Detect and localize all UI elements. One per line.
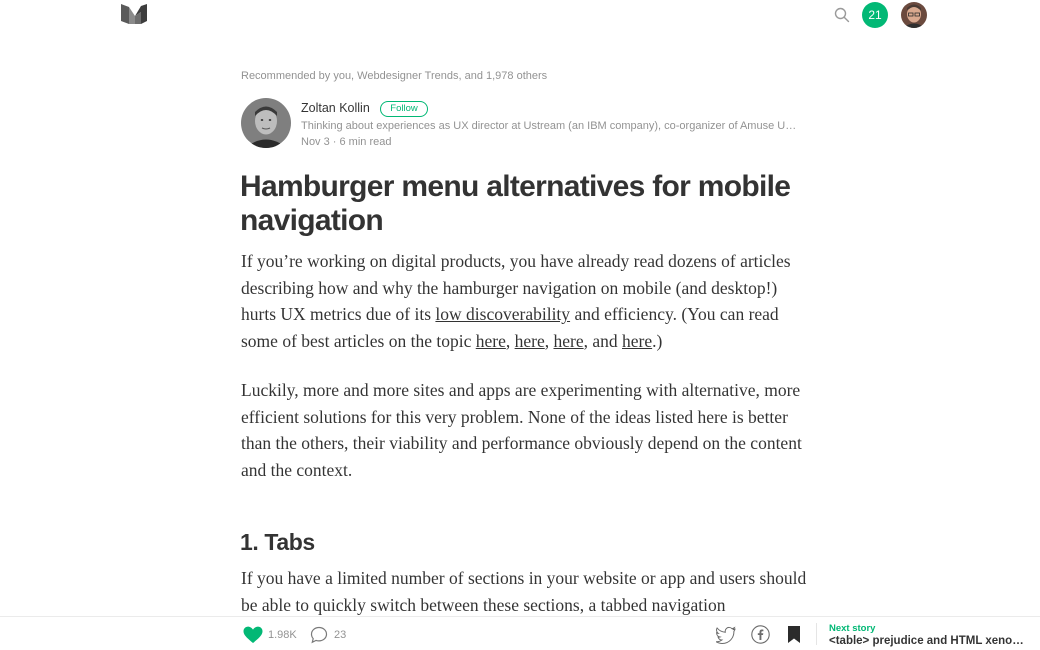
paragraph-text: If you’re working on digital products, you have already read dozens of articles describing how and why the hamburger navigation on mobile (and desktop!) hurts UX metrics due of its bbox=[241, 251, 791, 325]
follow-button[interactable]: Follow bbox=[380, 101, 428, 117]
paragraph-text: .) bbox=[652, 331, 663, 352]
top-bar bbox=[0, 0, 1040, 30]
post-action-bar bbox=[0, 616, 1040, 650]
author-avatar[interactable] bbox=[241, 98, 291, 148]
paragraph-text: , and bbox=[583, 331, 623, 352]
article-title: Hamburger menu alternatives for mobile navigation bbox=[240, 170, 791, 237]
link-here-2[interactable]: here bbox=[514, 331, 545, 352]
article-paragraph-2: Luckily, more and more sites and apps are experimenting with alternative, more efficient solutions for this very problem. None of the ideas listed here is better than the others, their viability and performance obviously depend on the content and the context. bbox=[241, 380, 802, 481]
author-bio: Thinking about experiences as UX director at Ustream (an IBM company), co-organizer of Amuse U… bbox=[301, 120, 797, 132]
next-story-label: Next story bbox=[829, 623, 876, 634]
recommended-by-text: Recommended by you, Webdesigner Trends, and 1,978 others bbox=[241, 70, 548, 82]
responses-count: 23 bbox=[334, 629, 347, 641]
user-avatar[interactable] bbox=[901, 2, 927, 28]
recommend-count: 1.98K bbox=[268, 629, 297, 641]
comment-icon[interactable] bbox=[310, 626, 328, 644]
facebook-icon[interactable] bbox=[751, 625, 770, 644]
section-heading-tabs: 1. Tabs bbox=[240, 529, 315, 555]
article-paragraph-3: If you have a limited number of sections in your website or app and users should be able to quickly switch between these sections, a tabbed navigation bbox=[241, 568, 807, 615]
paragraph-text: and efficiency. (You can read some of best articles on the topic bbox=[241, 304, 779, 352]
notifications-badge[interactable]: 21 bbox=[862, 2, 888, 28]
divider bbox=[816, 623, 817, 645]
paragraph-text: , bbox=[544, 331, 554, 352]
article-paragraph-1 bbox=[241, 248, 811, 355]
author-photo bbox=[241, 98, 291, 148]
author-name[interactable]: Zoltan Kollin bbox=[301, 101, 370, 115]
bookmark-icon[interactable] bbox=[787, 625, 801, 644]
heart-icon[interactable] bbox=[243, 626, 263, 644]
next-story-title[interactable]: <table> prejudice and HTML xeno… bbox=[829, 635, 1024, 647]
medium-logo-icon[interactable] bbox=[121, 4, 147, 24]
link-here-3[interactable]: here bbox=[553, 331, 584, 352]
paragraph-text: , bbox=[505, 331, 515, 352]
link-here-1[interactable]: here bbox=[475, 331, 506, 352]
link-here-4[interactable]: here bbox=[622, 331, 653, 352]
post-meta: Nov 3 · 6 min read bbox=[301, 136, 392, 148]
user-avatar-image bbox=[901, 2, 927, 28]
link-low-discoverability[interactable]: low discoverability bbox=[435, 304, 571, 325]
twitter-icon[interactable] bbox=[716, 626, 736, 644]
search-icon[interactable] bbox=[833, 6, 851, 24]
